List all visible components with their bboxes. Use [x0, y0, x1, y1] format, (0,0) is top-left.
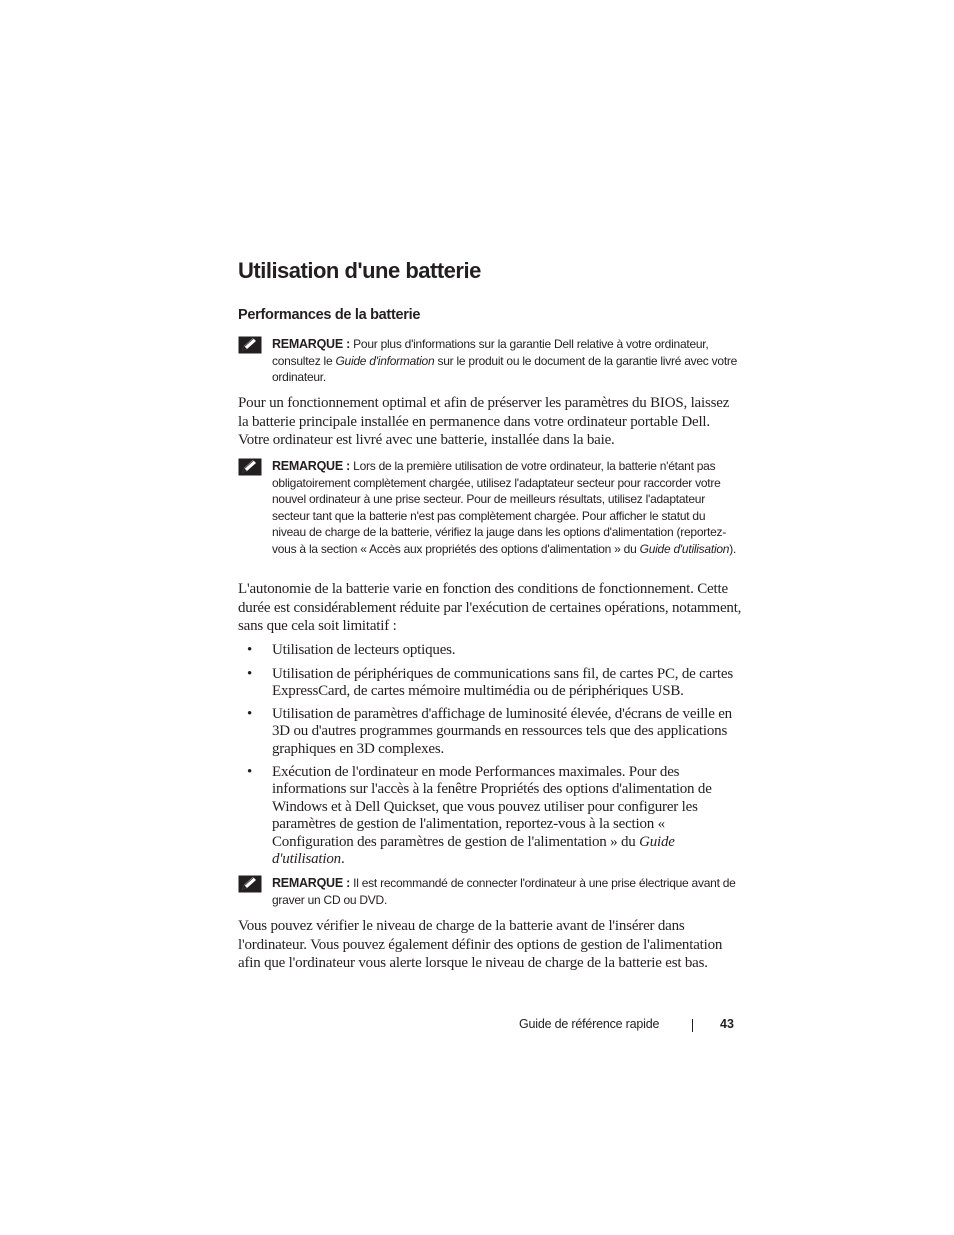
- section-heading: Performances de la batterie: [238, 307, 421, 323]
- note-cd-burn: [238, 875, 738, 908]
- bullet-glyph: •: [247, 706, 253, 722]
- note-first-use: [238, 458, 738, 558]
- pencil-note-icon: [238, 875, 262, 893]
- note-label: REMARQUE :: [272, 337, 351, 351]
- page-number: 43: [720, 1017, 734, 1031]
- footer-guide-title: Guide de référence rapide: [519, 1017, 660, 1031]
- paragraph-autonomy: L'autonomie de la batterie varie en fonction des conditions de fonctionnement. Cette durée est considérablement réduite par l'exécution de certaines opérations, notamment, sans que cela soit limitatif :: [238, 581, 742, 634]
- list-item: • Exécution de l'ordinateur en mode Performances maximales. Pour des informations sur l'accès à la fenêtre Propriétés des options d'alimentation de Windows et à Dell Quickset, que vous pouvez utiliser pour configurer les paramètres de gestion de l'alimentation, reportez-vous à la section « Configuration des paramètres de gestion de l'alimentation » du Guide d'utilisation.: [247, 764, 712, 868]
- bullet-glyph: •: [247, 764, 253, 780]
- note-warranty: [238, 336, 738, 386]
- pencil-note-icon: [238, 458, 262, 476]
- note-text: REMARQUE : Il est recommandé de connecter l'ordinateur à une prise électrique avant de graver un CD ou DVD.: [272, 876, 736, 907]
- list-item: • Utilisation de lecteurs optiques.: [247, 642, 456, 658]
- note-label: REMARQUE :: [272, 459, 351, 473]
- paragraph-bios: Pour un fonctionnement optimal et afin de préserver les paramètres du BIOS, laissez la batterie principale installée en permanence dans votre ordinateur portable Dell. Votre ordinateur est livré avec une batterie, installée dans la baie.: [238, 395, 730, 448]
- paragraph-charge-level: Vous pouvez vérifier le niveau de charge de la batterie avant de l'insérer dans l'ordinateur. Vous pouvez également définir des options de gestion de l'alimentation afin que l'ordinateur vous alerte lorsque le niveau de charge de la batterie est bas.: [238, 918, 723, 971]
- footer-divider: [692, 1019, 693, 1032]
- page-title: Utilisation d'une batterie: [238, 258, 481, 283]
- list-item: • Utilisation de périphériques de communications sans fil, de cartes PC, de cartes ExpressCard, de cartes mémoire multimédia ou de périphériques USB.: [247, 666, 733, 700]
- note-text: REMARQUE : Pour plus d'informations sur la garantie Dell relative à votre ordinateur, consultez le Guide d'information sur le produit ou le document de la garantie livré avec votre ordinateur.: [272, 337, 738, 385]
- bullet-glyph: •: [247, 642, 253, 658]
- note-text: REMARQUE : Lors de la première utilisation de votre ordinateur, la batterie n'étant pas obligatoirement complètement chargée, utilisez l'adaptateur secteur pour raccorder votre nouvel ordinateur à une prise secteur. Pour de meilleurs résultats, utilisez l'adaptateur secteur tant que la batterie n'est pas complètement chargée. Pour afficher le statut du niveau de charge de la batterie, vérifiez la jauge dans les options d'alimentation (reportez-vous à la section « Accès aux propriétés des options d'alimentation » du Guide d'utilisation).: [272, 459, 737, 556]
- note-label: REMARQUE :: [272, 876, 351, 890]
- list-item: • Utilisation de paramètres d'affichage de luminosité élevée, d'écrans de veille en 3D ou d'autres programmes gourmands en ressources tels que des applications graphiques en 3D complexes.: [247, 706, 732, 757]
- pencil-note-icon: [238, 336, 262, 354]
- bullet-glyph: •: [247, 666, 253, 682]
